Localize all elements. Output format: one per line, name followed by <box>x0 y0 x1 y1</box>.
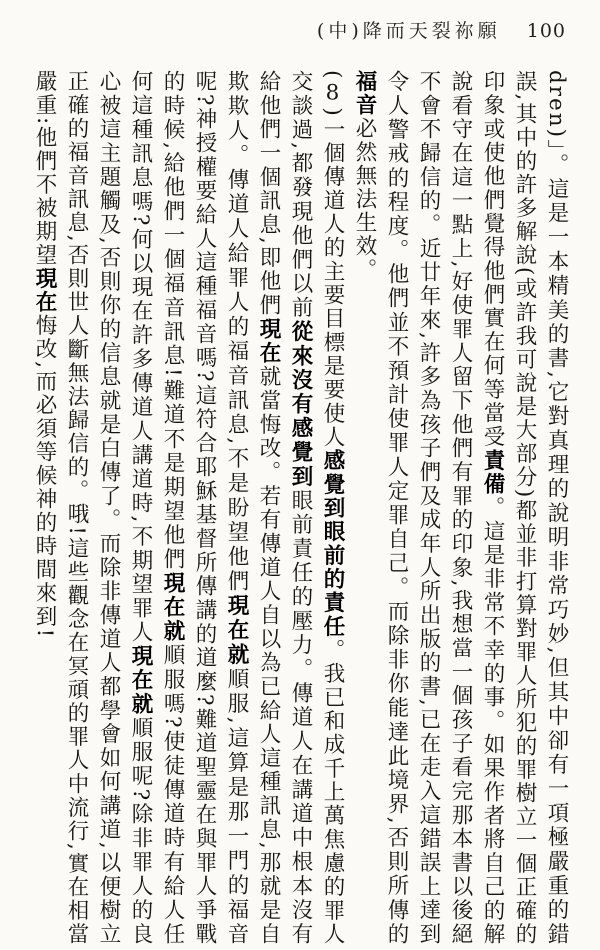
body-text: 順服,這算是那一門的福音呢?神授權要給人這種福音嗎?這符合耶穌基督所傳講的道麼?難道聖靈在與罪人爭戰的時候,給他們一個福音訊息!難道不是期望他們 <box>160 70 249 946</box>
page-number: 100 <box>526 20 566 42</box>
running-head <box>317 16 566 43</box>
book-title: (中)降而天裂祢願 <box>316 20 501 42</box>
body-text: )一個傳道人的主要目標是要使人 <box>320 107 345 450</box>
emphasis-text: 感覺到眼前的責任 <box>320 449 345 639</box>
body-text: 就當悔改。若有傳道人自以為已給人這種訊息,那就是自欺欺人。傳道人給罪人的福音訊息,不是盼望他們 <box>224 70 281 946</box>
body-text: 順服嗎?使徒傳道時有給人任何這種訊息嗎?何以現在許多傳道人講道時,不期望罪人 <box>128 70 185 946</box>
paragraph-2 <box>28 70 348 946</box>
body-text: ( <box>320 70 345 81</box>
emphasis-text: 從來沒有感覺到 <box>288 320 313 489</box>
emphasis-text: 現在 <box>32 267 57 315</box>
body-text: dren)」。這是一本精美的書,它對真理的說明非常巧妙,但其中卻有一項極嚴重的錯誤,其中的許多解說(或許我可說是大部分)都並非打算對罪人所犯的罪樹立一個正確的印象或使他們覺得他們實在何等當受 <box>480 70 569 946</box>
body-text: 悔改,而必須等候神的時間來到! <box>32 314 57 640</box>
emphasis-text: 福音 <box>352 70 377 117</box>
body-text: 必然無法生效。 <box>352 117 377 282</box>
emphasis-text: 現在就 <box>160 571 185 644</box>
body-text: 8 <box>320 80 345 108</box>
emphasis-text: 責備 <box>480 448 505 497</box>
body-text: 順服呢?除非罪人的良心被這主題觸及,否則你的信息就是白傳了。而除非傳道人都學會如何講道,以便樹立正確的福音訊息,否則世人斷無法歸信的。哦!這些觀念在冥頑的罪人中流行,實在相當嚴重:他們不被期望 <box>32 70 153 946</box>
paragraph-1 <box>348 70 572 946</box>
vertical-text-body <box>28 70 572 946</box>
emphasis-text: 現在就 <box>128 644 153 717</box>
body-text: 。這是非常不幸的事。如果作者將自己的解說看守在這一點上,好使罪人留下他們有罪的印象,我想當一個孩子看完那本書以後絕不會不歸信的。近廿年來,許多為孩子們及成年人所出版的書,已在走入這錯誤上達到令人警戒的程度。他們並不預計使罪人定罪自己。而除非你能達此境界,否則所傳的 <box>384 70 505 947</box>
emphasis-text: 現在就 <box>224 594 249 668</box>
body-text: 。我已和成千上萬焦慮的罪人交談過,都發現他們以前 <box>288 70 345 947</box>
body-text: 眼前責任的壓力。傳道人在講道中根本沒有給他們一個訊息,即他們 <box>256 70 313 947</box>
emphasis-text: 現在 <box>256 317 281 366</box>
